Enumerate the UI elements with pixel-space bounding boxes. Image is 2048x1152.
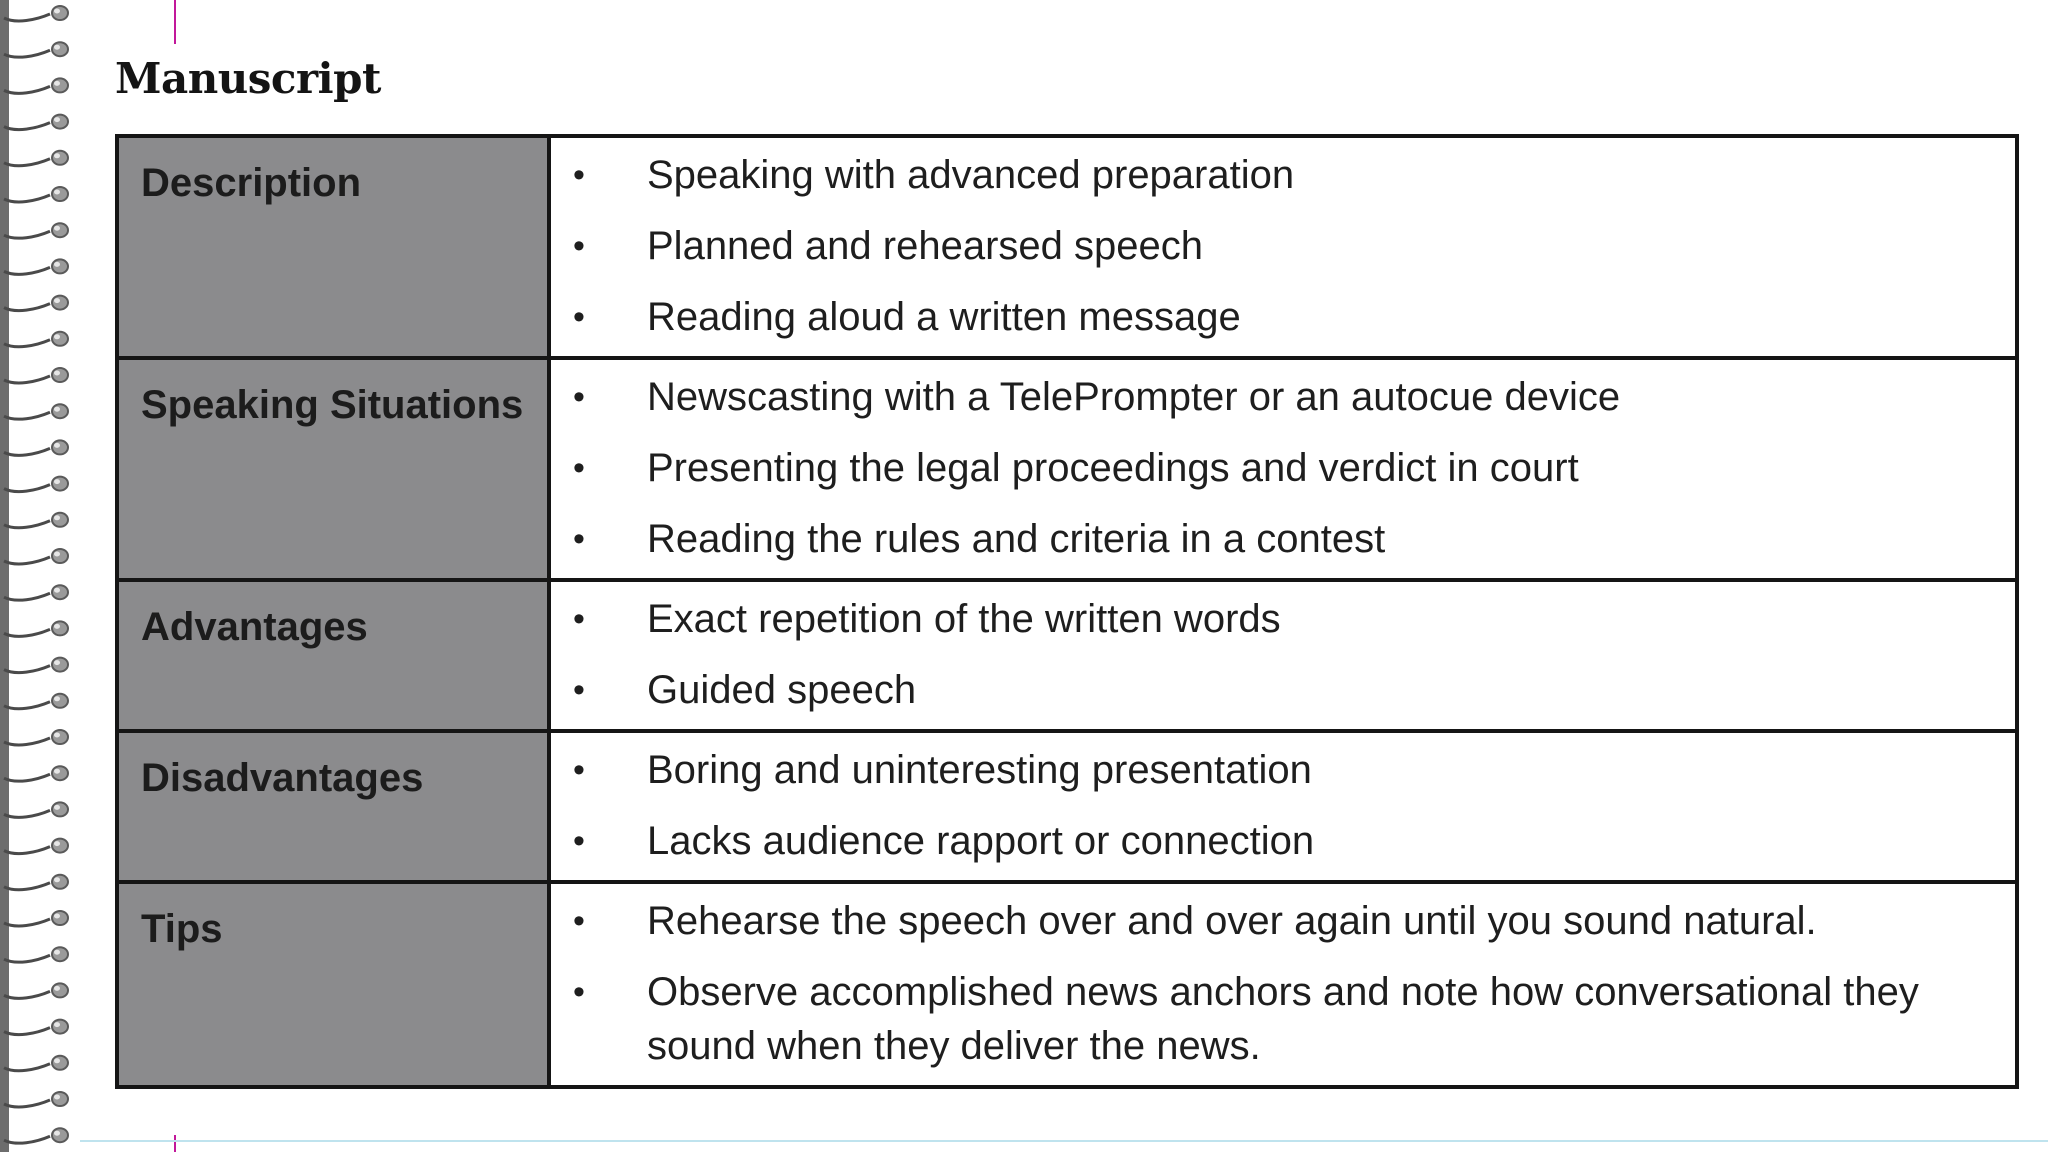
bullet-icon: • bbox=[573, 600, 585, 638]
info-table bbox=[115, 134, 2019, 1089]
row-label: Advantages bbox=[117, 580, 549, 731]
bullet-icon: • bbox=[573, 902, 585, 940]
bullet-list bbox=[551, 148, 1975, 344]
bullet-list bbox=[551, 592, 1975, 717]
bullet-icon: • bbox=[573, 671, 585, 709]
list-item-text: Exact repetition of the written words bbox=[647, 597, 1281, 641]
bullet-icon: • bbox=[573, 751, 585, 789]
list-item-text: Reading aloud a written message bbox=[647, 295, 1241, 339]
bullet-list bbox=[551, 894, 1975, 1073]
spiral-coil-icon bbox=[4, 549, 68, 564]
bullet-icon: • bbox=[573, 449, 585, 487]
row-label: Speaking Situations bbox=[117, 358, 549, 580]
spiral-coil-icon bbox=[4, 658, 68, 673]
margin-line bbox=[174, 0, 176, 44]
spiral-coil-icon bbox=[4, 115, 68, 130]
spiral-coil-icon bbox=[4, 477, 68, 492]
table-row bbox=[117, 731, 2017, 882]
spiral-coil-icon bbox=[4, 1056, 68, 1071]
table-row bbox=[117, 136, 2017, 358]
list-item-text: Rehearse the speech over and over again until you sound natural. bbox=[647, 899, 1817, 943]
bullet-icon: • bbox=[573, 298, 585, 336]
spiral-coil-icon bbox=[4, 766, 68, 781]
list-item bbox=[551, 370, 1975, 424]
spiral-coil-icon bbox=[4, 875, 68, 890]
row-label: Tips bbox=[117, 882, 549, 1087]
spiral-coil-icon bbox=[4, 1128, 68, 1143]
bullet-icon: • bbox=[573, 520, 585, 558]
row-content bbox=[549, 580, 2017, 731]
spiral-coil-icon bbox=[4, 947, 68, 962]
list-item-text: Planned and rehearsed speech bbox=[647, 224, 1203, 268]
list-item bbox=[551, 441, 1975, 495]
list-item bbox=[551, 290, 1975, 344]
spiral-coil-icon bbox=[4, 78, 68, 93]
list-item-text: Speaking with advanced preparation bbox=[647, 153, 1295, 197]
bullet-list bbox=[551, 370, 1975, 566]
spiral-binding-icon bbox=[0, 0, 80, 1152]
list-item bbox=[551, 894, 1975, 948]
page-title: Manuscript bbox=[115, 54, 381, 103]
spiral-coil-icon bbox=[4, 621, 68, 636]
spiral-coil-icon bbox=[4, 1092, 68, 1107]
spiral-coil-icon bbox=[4, 151, 68, 166]
spiral-coil-icon bbox=[4, 694, 68, 709]
table-row bbox=[117, 580, 2017, 731]
list-item-text: Lacks audience rapport or connection bbox=[647, 819, 1315, 863]
list-item bbox=[551, 148, 1975, 202]
spiral-coil-icon bbox=[4, 332, 68, 347]
spiral-coil-icon bbox=[4, 839, 68, 854]
ruled-line bbox=[80, 1140, 2048, 1142]
list-item bbox=[551, 814, 1975, 868]
spiral-coil-icon bbox=[4, 259, 68, 274]
bullet-icon: • bbox=[573, 227, 585, 265]
spiral-coil-icon bbox=[4, 6, 68, 21]
list-item bbox=[551, 663, 1975, 717]
list-item-text: Newscasting with a TelePrompter or an autocue device bbox=[647, 375, 1621, 419]
list-item bbox=[551, 743, 1975, 797]
row-label: Disadvantages bbox=[117, 731, 549, 882]
spiral-coil-icon bbox=[4, 983, 68, 998]
list-item-text: Boring and uninteresting presentation bbox=[647, 748, 1312, 792]
spiral-coil-icon bbox=[4, 296, 68, 311]
list-item-text: Observe accomplished news anchors and note how conversational they sound when they deliver the news. bbox=[647, 970, 1919, 1068]
row-content bbox=[549, 731, 2017, 882]
bullet-icon: • bbox=[573, 156, 585, 194]
list-item bbox=[551, 219, 1975, 273]
spiral-coil-icon bbox=[4, 730, 68, 745]
spiral-coil-icon bbox=[4, 404, 68, 419]
spiral-coil-icon bbox=[4, 802, 68, 817]
spiral-coil-icon bbox=[4, 223, 68, 238]
list-item bbox=[551, 965, 1975, 1073]
spiral-coil-icon bbox=[4, 911, 68, 926]
table-row bbox=[117, 882, 2017, 1087]
bullet-icon: • bbox=[573, 973, 585, 1011]
bullet-icon: • bbox=[573, 378, 585, 416]
bullet-icon: • bbox=[573, 822, 585, 860]
row-content bbox=[549, 882, 2017, 1087]
spiral-coil-icon bbox=[4, 368, 68, 383]
spiral-coil-icon bbox=[4, 585, 68, 600]
bullet-list bbox=[551, 743, 1975, 868]
spiral-coil-icon bbox=[4, 42, 68, 57]
margin-line bbox=[174, 1135, 176, 1152]
list-item bbox=[551, 512, 1975, 566]
spiral-coil-icon bbox=[4, 440, 68, 455]
row-content bbox=[549, 358, 2017, 580]
spiral-coil-icon bbox=[4, 1020, 68, 1035]
list-item-text: Guided speech bbox=[647, 668, 917, 712]
spiral-coil-icon bbox=[4, 513, 68, 528]
list-item bbox=[551, 592, 1975, 646]
row-content bbox=[549, 136, 2017, 358]
list-item-text: Presenting the legal proceedings and verdict in court bbox=[647, 446, 1579, 490]
row-label: Description bbox=[117, 136, 549, 358]
table-row bbox=[117, 358, 2017, 580]
spiral-coil-icon bbox=[4, 187, 68, 202]
list-item-text: Reading the rules and criteria in a contest bbox=[647, 517, 1386, 561]
